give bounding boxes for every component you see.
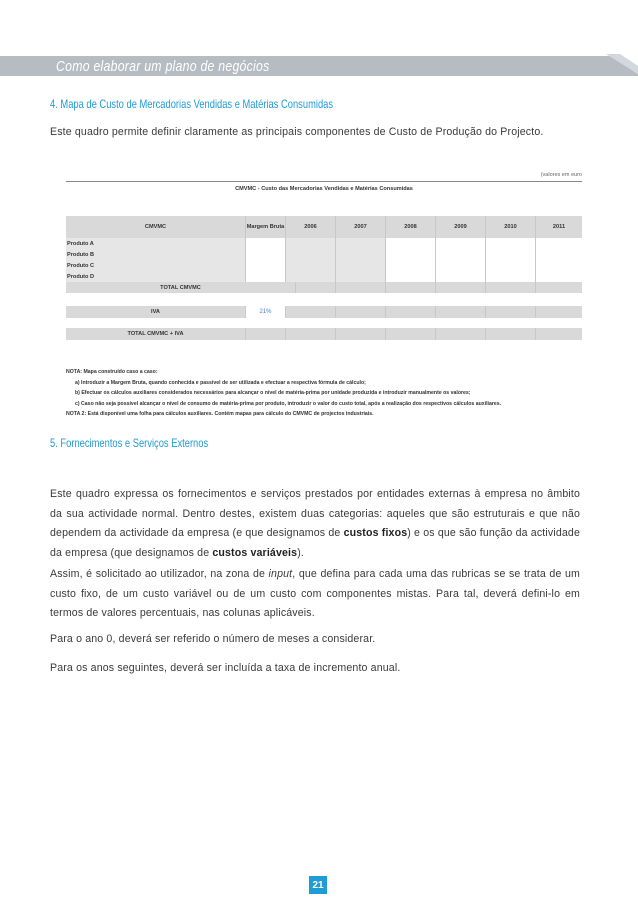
paragraph-text: ) e os que são função da actividade da empresa (que designamos de — [50, 527, 580, 559]
product-label: Produto B — [66, 249, 246, 260]
total-cmvmc-iva-row — [66, 328, 582, 340]
note-title: NOTA: Mapa construído caso a caso: — [66, 369, 158, 375]
input-cell[interactable] — [536, 238, 582, 249]
value-cell — [536, 306, 582, 318]
input-cell[interactable] — [536, 260, 582, 271]
value-cell — [436, 328, 486, 340]
section-4-intro: Este quadro permite definir claramente as principais componentes de Custo de Produção do Projecto. — [50, 126, 544, 138]
input-cell[interactable] — [386, 260, 436, 271]
table-notes — [66, 367, 586, 420]
header-year: 2008 — [386, 216, 436, 238]
input-cell[interactable] — [386, 271, 436, 282]
input-cell[interactable] — [436, 271, 486, 282]
value-cell — [336, 238, 386, 249]
input-cell[interactable] — [486, 249, 536, 260]
input-cell[interactable] — [436, 238, 486, 249]
note-a: a) Introduzir a Margem Bruta, quando conhecida e passível de ser utilizada e efectuar a respectiva fórmula de cálculo; — [75, 379, 366, 386]
value-cell — [286, 260, 336, 271]
value-cell — [336, 306, 386, 318]
note-2: NOTA 2: Está disponível uma folha para cálculos auxiliares. Contém mapas para cálculo do CMVMC de projectos industriais. — [66, 411, 374, 417]
value-cell — [536, 282, 582, 293]
header-year: 2009 — [436, 216, 486, 238]
total-cmvmc-iva-label: TOTAL CMVMC + IVA — [66, 328, 246, 340]
total-cmvmc-label: TOTAL CMVMC — [66, 282, 296, 293]
value-cell — [286, 271, 336, 282]
input-cell[interactable] — [386, 249, 436, 260]
section-4-title: 4. Mapa de Custo de Mercadorias Vendidas e Matérias Consumidas — [50, 97, 334, 111]
value-cell — [296, 282, 336, 293]
input-cell[interactable] — [436, 249, 486, 260]
input-cell[interactable] — [386, 238, 436, 249]
total-cmvmc-row — [66, 282, 582, 293]
iva-row — [66, 306, 582, 318]
note-b: b) Efectuar os cálculos auxiliares considerados necessários para alcançar o nível de matéria-prima por unidade produzida e introduzir manualmente os valores; — [75, 390, 471, 396]
section-5-paragraph-4: Para os anos seguintes, deverá ser incluída a taxa de incremento anual. — [50, 662, 401, 674]
custos-fixos-term: custos fixos — [343, 527, 408, 539]
value-cell — [286, 306, 336, 318]
product-label: Produto C — [66, 260, 246, 271]
header-year: 2007 — [336, 216, 386, 238]
input-cell[interactable] — [536, 271, 582, 282]
section-5-title: 5. Fornecimentos e Serviços Externos — [50, 436, 209, 450]
input-cell[interactable] — [486, 238, 536, 249]
iva-rate-input[interactable]: 21% — [246, 306, 286, 318]
header-margem-bruta: Margem Bruta — [246, 216, 286, 238]
table-top-rule — [66, 181, 582, 182]
header-year: 2011 — [552, 224, 566, 230]
input-cell[interactable] — [436, 260, 486, 271]
page-number: 21 — [309, 876, 327, 894]
custos-variaveis-term: custos variáveis — [212, 546, 298, 559]
product-label: Produto A — [66, 238, 246, 249]
paragraph-text: Este quadro expressa os fornecimentos e serviços prestados por entidades externas à empresa no âmbito da sua actividade normal. Dentro destes, existem duas categorias: aqueles que são estruturais e que não dependem da actividade da empresa (e que designamos de — [50, 488, 580, 539]
paragraph-text: ). — [297, 546, 304, 559]
input-term: input — [268, 568, 293, 580]
section-5-paragraph-3: Para o ano 0, deverá ser referido o número de meses a considerar. — [50, 633, 376, 645]
input-cell[interactable] — [246, 249, 286, 260]
value-cell — [436, 282, 486, 293]
input-cell[interactable] — [536, 249, 582, 260]
units-note: (valores em euro — [540, 172, 582, 178]
table-caption: CMVMC - Custo das Mercadorias Vendidas e Matérias Consumidas — [235, 186, 413, 192]
value-cell — [386, 328, 436, 340]
header-cmvmc: CMVMC — [66, 216, 246, 238]
input-cell[interactable] — [246, 271, 286, 282]
header-title: Como elaborar um plano de negócios — [56, 58, 270, 75]
value-cell — [486, 328, 536, 340]
value-cell — [436, 306, 486, 318]
table-header-row — [66, 216, 582, 238]
value-cell — [386, 282, 436, 293]
section-5-paragraph-2 — [50, 565, 580, 624]
input-cell[interactable] — [486, 271, 536, 282]
value-cell — [486, 282, 536, 293]
header-year: 2006 — [286, 216, 336, 238]
value-cell — [486, 306, 536, 318]
product-label: Produto D — [66, 271, 246, 282]
iva-label: IVA — [66, 306, 246, 318]
section-5-paragraph-1 — [50, 485, 580, 563]
header-year: 2010 — [486, 216, 536, 238]
input-cell[interactable] — [246, 260, 286, 271]
value-cell — [286, 238, 336, 249]
value-cell — [336, 260, 386, 271]
paragraph-text: Assim, é solicitado ao utilizador, na zona de — [50, 568, 269, 580]
value-cell — [336, 271, 386, 282]
input-cell[interactable] — [246, 238, 286, 249]
value-cell — [286, 249, 336, 260]
value-cell — [386, 306, 436, 318]
input-cell[interactable] — [486, 260, 536, 271]
note-c: c) Caso não seja possível alcançar o nível de consumo de matéria-prima por produto, introduzir o valor do custo total, após a realização dos respectivos cálculos auxiliares. — [75, 400, 502, 407]
value-cell — [246, 328, 286, 340]
value-cell — [336, 249, 386, 260]
paragraph-text: , que defina para cada uma das rubricas se se trata de um custo fixo, de um custo variável ou de um custo com componentes mistas. Para tal, deverá defini-lo em termos de valores percentuais, nas colunas aplicáveis. — [50, 568, 580, 619]
value-cell — [336, 282, 386, 293]
value-cell — [286, 328, 336, 340]
value-cell — [536, 328, 582, 340]
value-cell — [336, 328, 386, 340]
